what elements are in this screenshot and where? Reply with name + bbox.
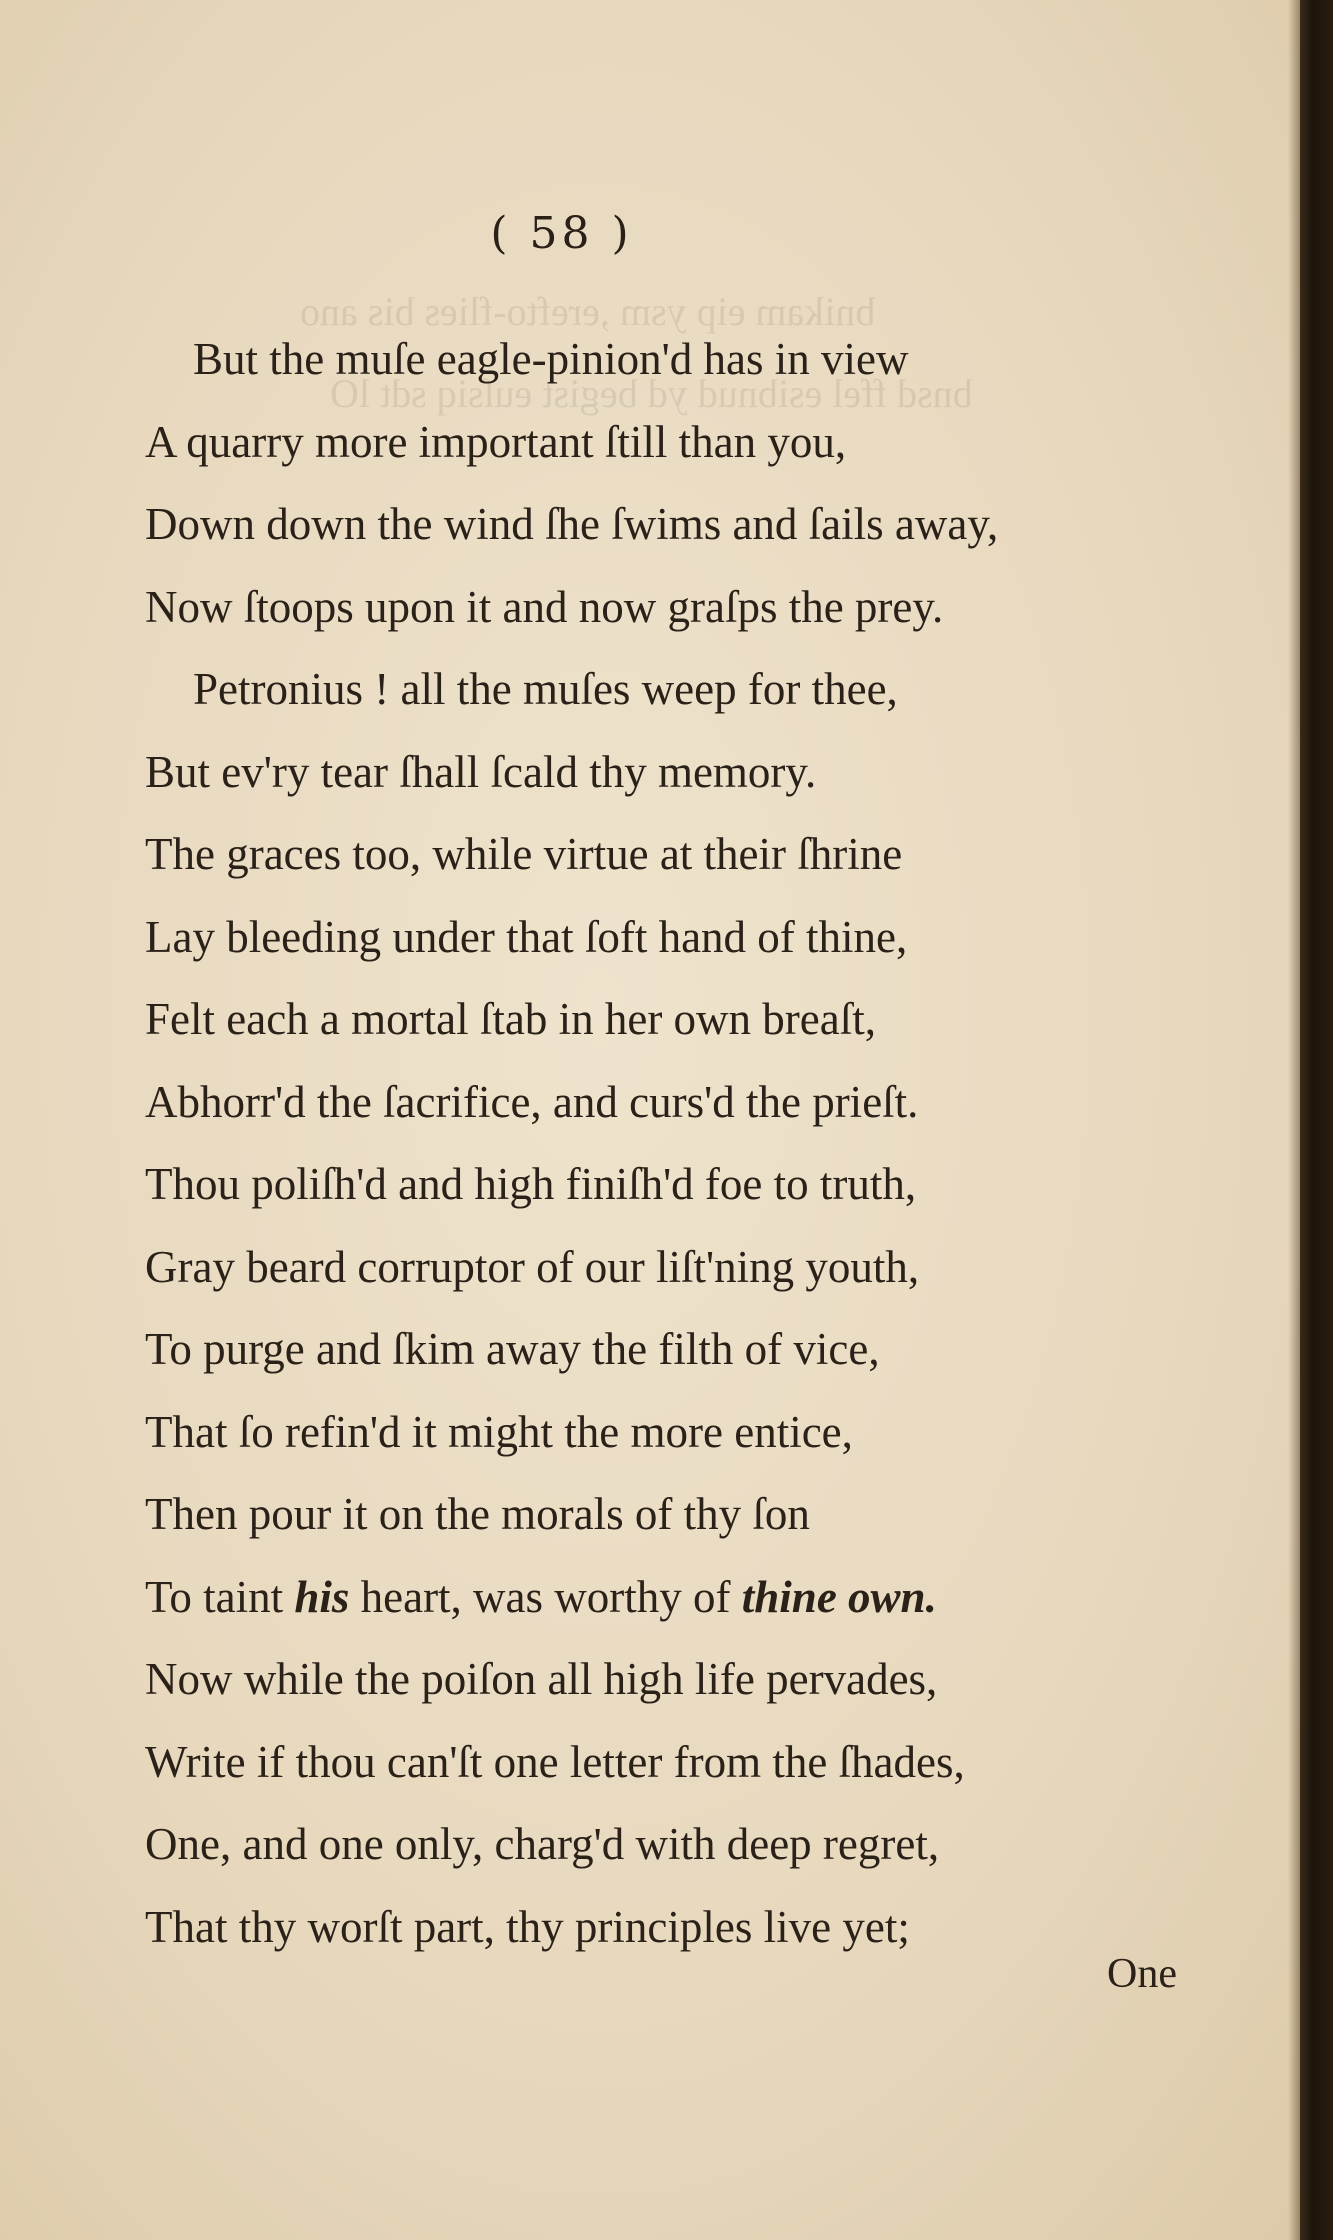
poem-line: Felt each a mortal ſtab in her own breaſt, (145, 994, 876, 1044)
poem-line: That ſo refin'd it might the more entice, (145, 1406, 853, 1457)
poem-line: To purge and ſkim away the filth of vice, (145, 1324, 880, 1374)
poem-line: Lay bleeding under that ſoft hand of thine, (145, 911, 908, 962)
poem-line: Down down the wind ſhe ſwims and ſails away, (145, 499, 999, 549)
poem-line: But ev'ry tear ſhall ſcald thy memory. (145, 746, 817, 797)
book-gutter (1300, 0, 1333, 2240)
poem-line: That thy worſt part, thy principles live yet; (145, 1901, 910, 1952)
poem-line: One, and one only, charg'd with deep regret, (145, 1819, 940, 1869)
show-through-text: bnikam eip ysm ,erefto-flies bis ano (300, 289, 876, 334)
poem-line: Petronius ! all the muſes weep for thee, (193, 664, 898, 714)
poem-line: Thou poliſh'd and high finiſh'd foe to truth, (145, 1159, 917, 1209)
poem-line: A quarry more important ſtill than you, (145, 416, 847, 467)
show-through-text: bnsd ffel esibnud yd begist euſsiq sdt lO (330, 371, 973, 416)
poem-line: The graces too, while virtue at their ſhrine (145, 829, 903, 879)
line-text: To taint (145, 1571, 295, 1622)
catchword: One (1107, 1951, 1177, 1997)
poem-text (145, 318, 1225, 1968)
line-text: heart, was worthy of (349, 1571, 742, 1622)
page-number: ( 58 ) (490, 208, 633, 259)
italic-text: thine own. (741, 1571, 937, 1622)
poem-line: Then pour it on the morals of thy ſon (145, 1489, 810, 1539)
poem-line: Write if thou can'ſt one letter from the ſhades, (145, 1736, 965, 1787)
poem-line: Now while the poiſon all high life pervades, (145, 1654, 938, 1704)
poem-line: Now ſtoops upon it and now graſps the prey. (145, 581, 944, 632)
poem-line (145, 1556, 1225, 1639)
italic-text: his (294, 1571, 350, 1622)
poem-line: Gray beard corruptor of our liſt'ning youth, (145, 1241, 920, 1292)
poem-line: But the muſe eagle-pinion'd has in view (193, 334, 909, 384)
poem-line: Abhorr'd the ſacrifice, and curs'd the prieſt. (145, 1076, 919, 1127)
